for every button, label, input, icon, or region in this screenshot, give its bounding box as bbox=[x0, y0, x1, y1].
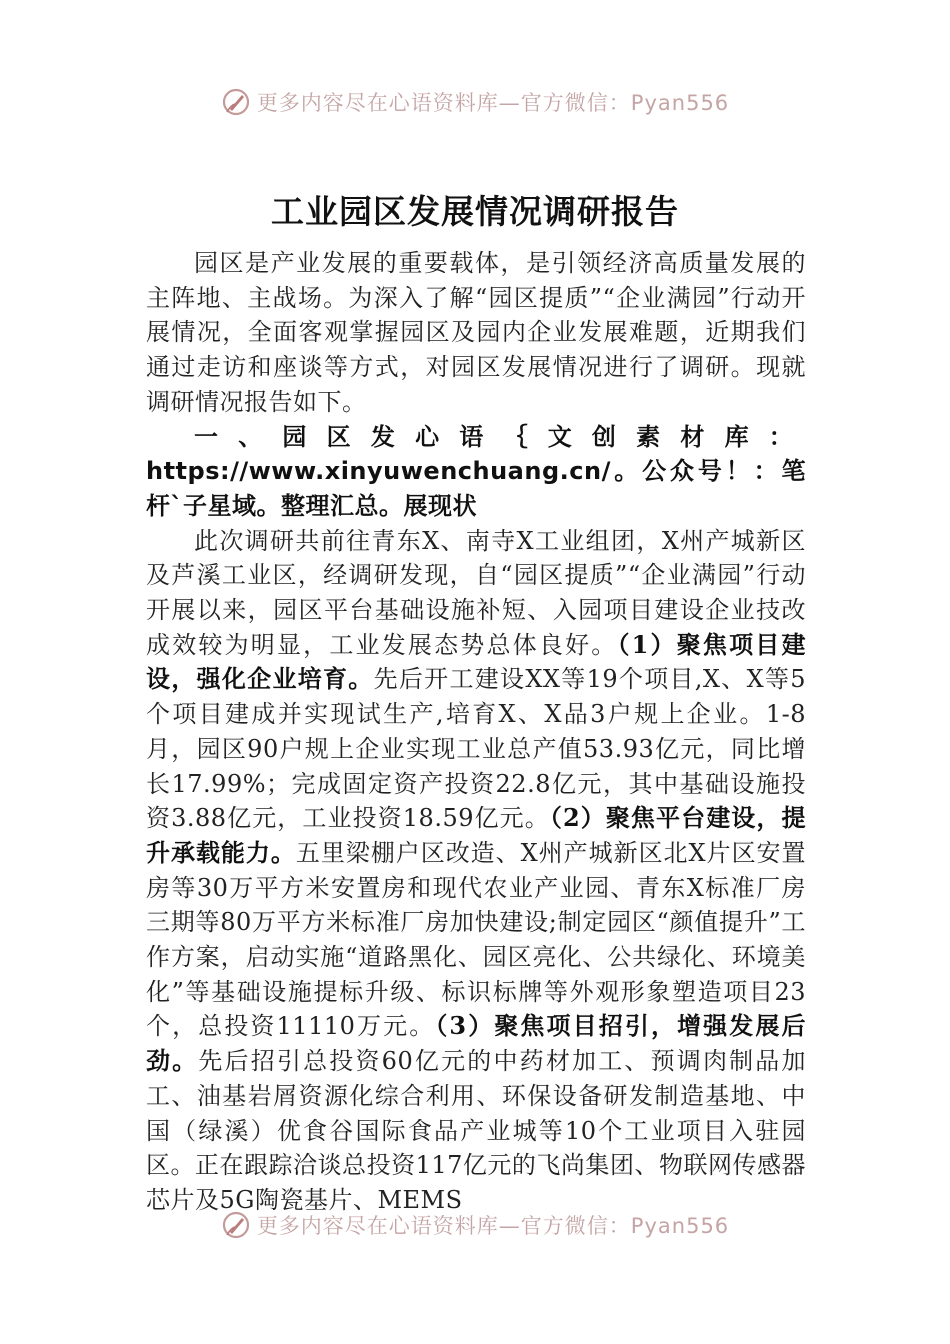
quill-logo-icon bbox=[221, 87, 251, 117]
footer-watermark-text: 更多内容尽在心语资料库—官方微信：Pyan556 bbox=[256, 1214, 730, 1238]
status-intro: 此次调研共前往青东X、南寺X工业组团，X州产城新区及芦溪工业区，经调研发现，自“园区提质”“企业满园”行动开展以来，园区平台基础设施补短、入园项目建设企业技改成效较为明显，工业发展态势总体良好。 bbox=[146, 526, 806, 659]
section-heading bbox=[146, 420, 806, 524]
point2-title: （2）聚焦平台建设，提升承载能力。 bbox=[146, 803, 806, 867]
section-heading-part2: https://www.xinyuwenchuang.cn/。公众号！：笔杆`子星域。整理汇总。展现状 bbox=[146, 457, 806, 520]
point3-text: 先后招引总投资60亿元的中药材加工、预调肉制品加工、油基岩屑资源化综合利用、环保设备研发制造基地、中国（绿溪）优食谷国际食品产业城等10个工业项目入驻园区。正在跟踪洽谈总投资117亿元的飞尚集团、物联网传感器芯片及5G陶瓷基片、MEMS bbox=[146, 1047, 806, 1214]
document-title: 工业园区发展情况调研报告 bbox=[271, 192, 679, 231]
point3-title: （3）聚焦项目招引，增强发展后劲。 bbox=[146, 1011, 806, 1076]
section-heading-part1: 一、园区发心语｛文创素材库： bbox=[194, 422, 806, 451]
header-watermark bbox=[0, 82, 950, 122]
intro-paragraph: 园区是产业发展的重要载体，是引领经济高质量发展的主阵地、主战场。为深入了解“园区提质”“企业满园”行动开展情况，全面客观掌握园区及园内企业发展难题，近期我们通过走访和座谈等方式，对园区发展情况进行了调研。现就调研情况报告如下。 bbox=[146, 249, 806, 416]
document-body-clip bbox=[0, 246, 950, 1214]
point1-text: 先后开工建设XX等19个项目,X、X等5个项目建成并实现试生产,培育X、X品3户规上企业。1-8月，园区90户规上企业实现工业总产值53.93亿元，同比增长17.99%；完成固定资产投资22.8亿元，其中基础设施投资3.88亿元，工业投资18.59亿元。 bbox=[146, 665, 807, 833]
point2-text: 五里梁棚户区改造、X州产城新区北X片区安置房等30万平方米安置房和现代农业产业园、青东X标准厂房三期等80万平方米标准厂房加快建设;制定园区“颜值提升”工作方案，启动实施“道路黑化、园区亮化、公共绿化、环境美化”等基础设施提标升级、标识标牌等外观形象塑造项目23个，总投资11110万元。 bbox=[146, 838, 807, 1041]
quill-logo-icon bbox=[221, 1210, 251, 1240]
point1-title: （1）聚焦项目建设，强化企业培育。 bbox=[146, 629, 806, 694]
status-paragraph bbox=[146, 524, 806, 1214]
document-body bbox=[146, 246, 806, 1214]
footer-watermark bbox=[0, 1205, 950, 1245]
header-watermark-text: 更多内容尽在心语资料库—官方微信：Pyan556 bbox=[256, 91, 730, 115]
